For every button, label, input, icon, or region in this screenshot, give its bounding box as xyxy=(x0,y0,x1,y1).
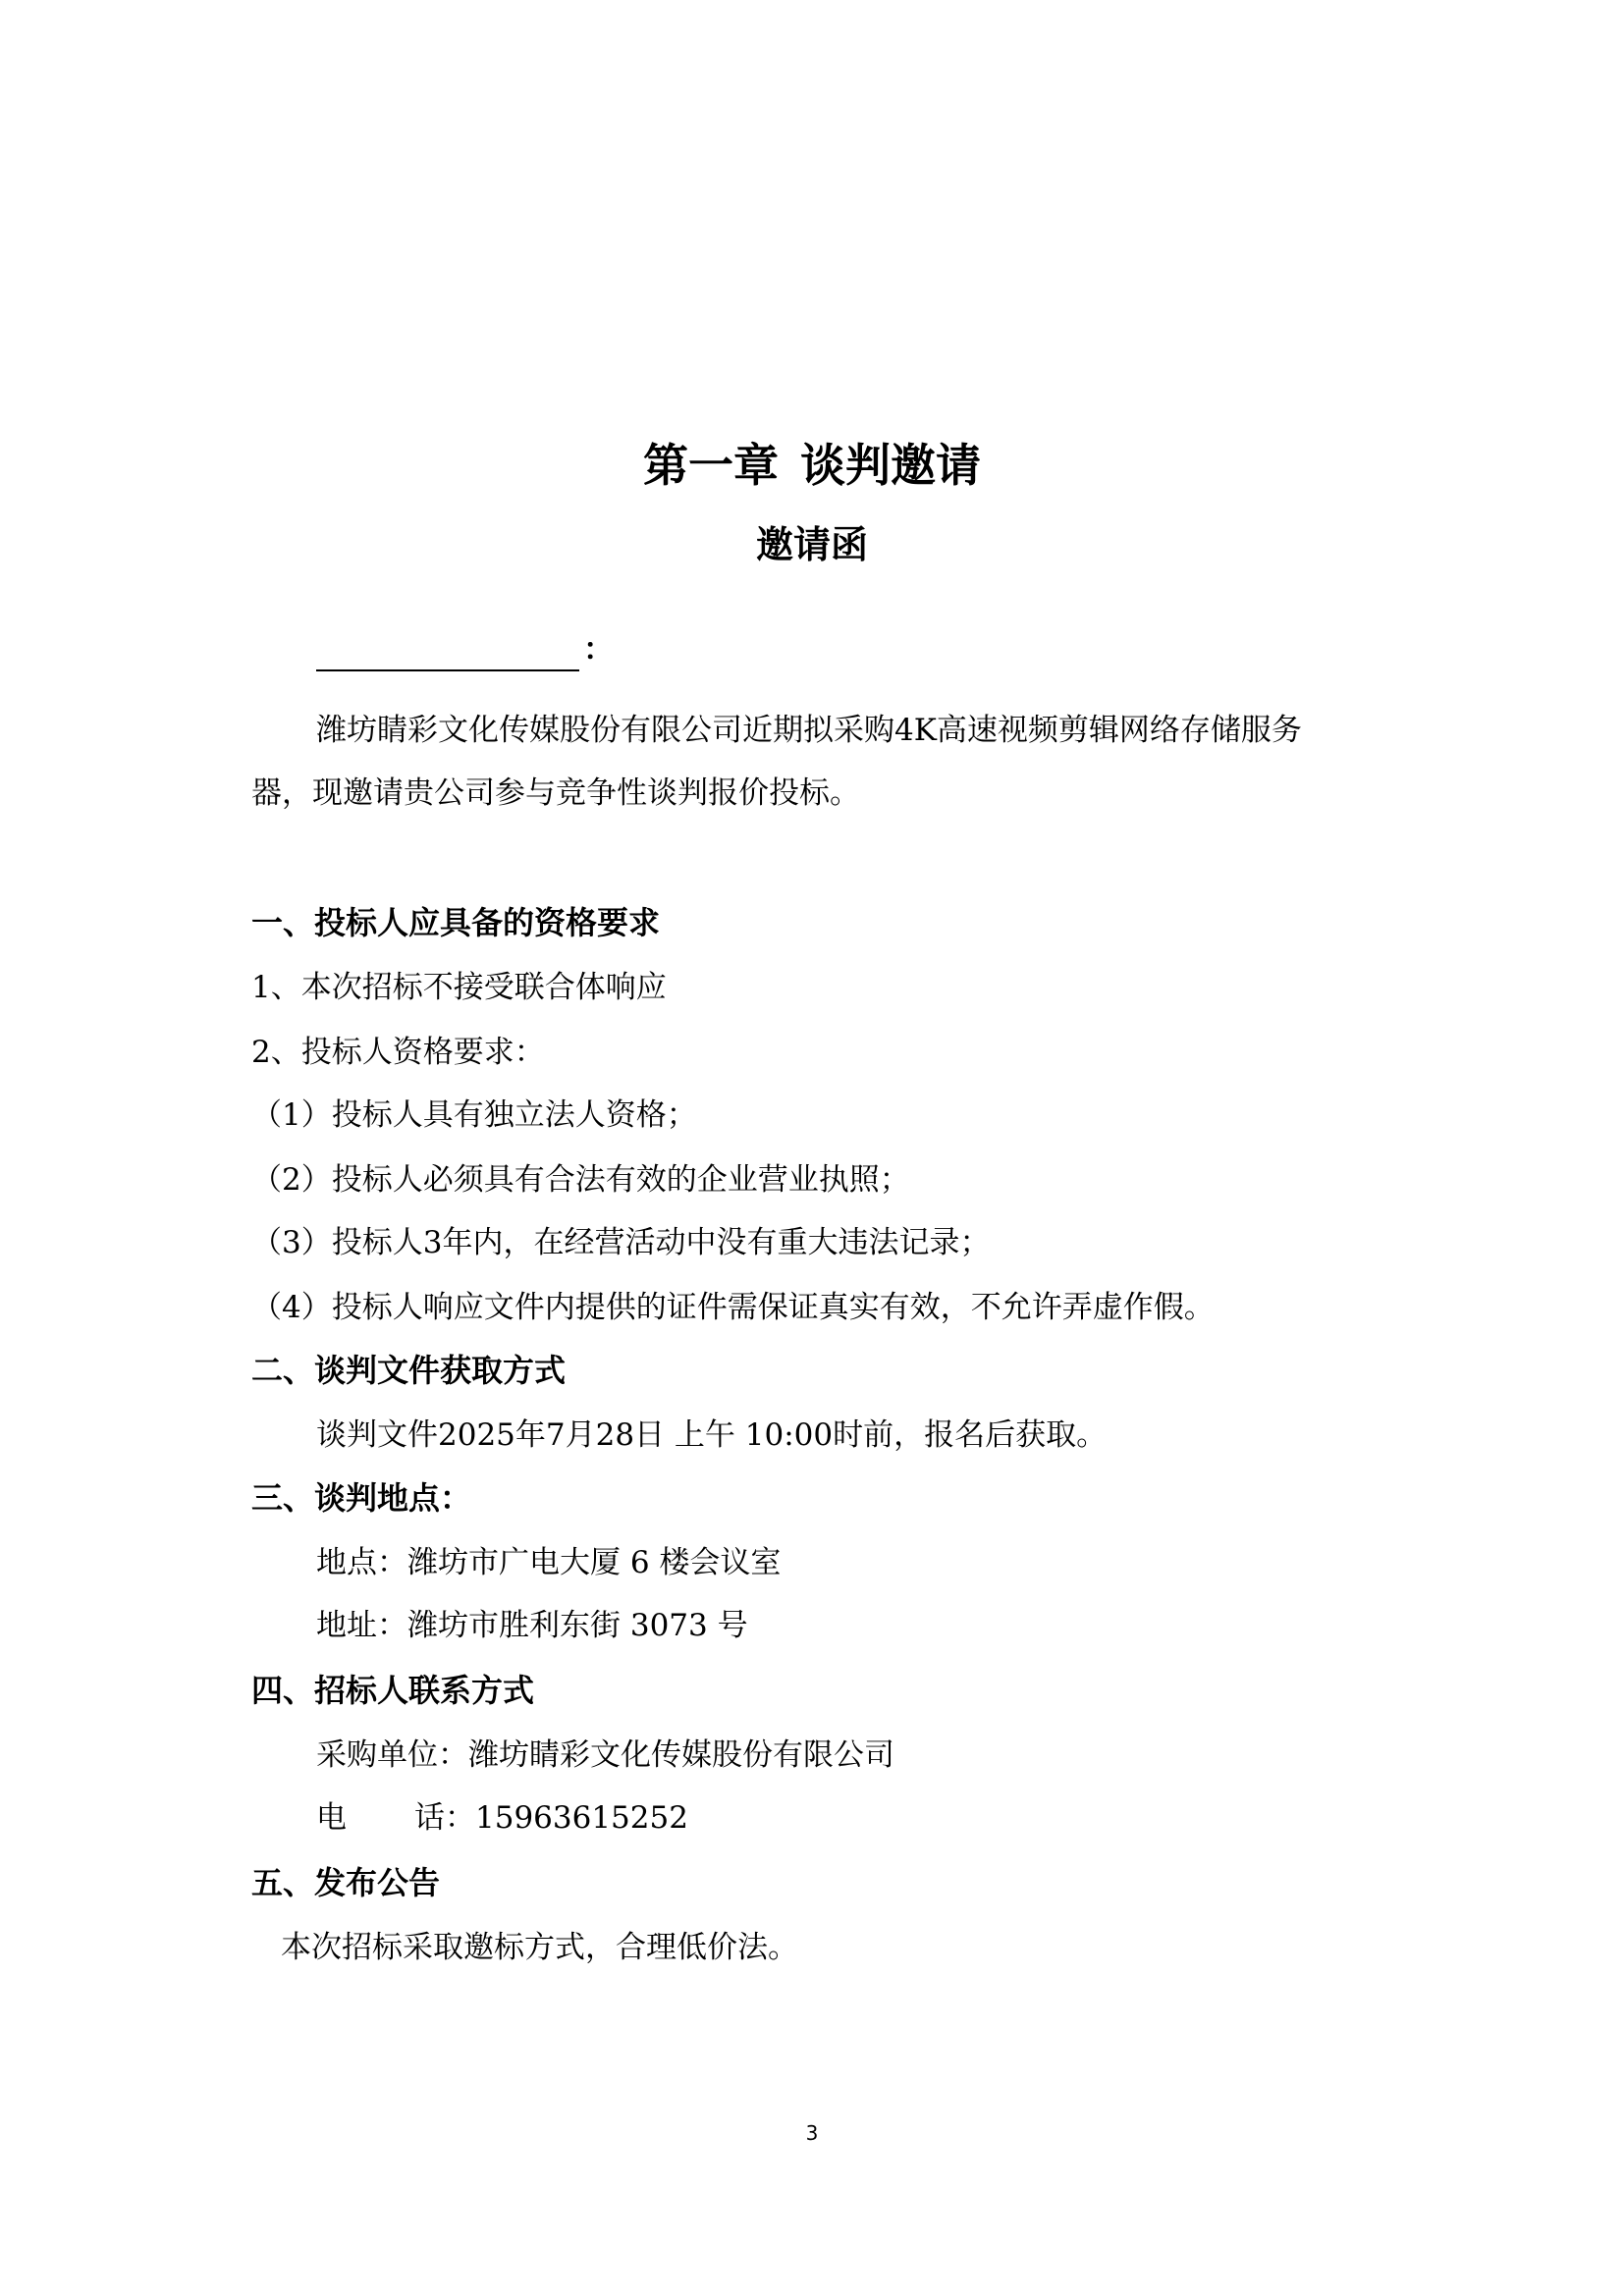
section-4-heading: 四、招标人联系方式 xyxy=(251,1672,535,1709)
section-5-text: 本次招标采取邀标方式，合理低价法。 xyxy=(281,1930,798,1965)
section-1-item-1: 1、本次招标不接受联合体响应 xyxy=(251,970,667,1005)
addressee-blank xyxy=(316,640,579,671)
meeting-address: 地址：潍坊市胜利东街 3073 号 xyxy=(316,1608,748,1643)
intro-paragraph-line-2: 器，现邀请贵公司参与竞争性谈判报价投标。 xyxy=(251,775,860,811)
section-2-heading: 二、谈判文件获取方式 xyxy=(251,1352,567,1389)
chapter-title xyxy=(0,436,1624,495)
section-1-item-2: 2、投标人资格要求： xyxy=(251,1035,545,1070)
section-5-heading: 五、发布公告 xyxy=(251,1864,441,1901)
letter-title: 邀请函 xyxy=(755,523,868,566)
requirement-1: （1）投标人具有独立法人资格； xyxy=(251,1097,697,1133)
intro-paragraph-line-1: 潍坊睛彩文化传媒股份有限公司近期拟采购4K高速视频剪辑网络存储服务 xyxy=(316,713,1302,748)
chapter-number: 第一章 xyxy=(643,439,779,492)
addressee-line xyxy=(316,628,614,671)
meeting-location: 地点：潍坊市广电大厦 6 楼会议室 xyxy=(316,1545,782,1580)
section-1-heading: 一、投标人应具备的资格要求 xyxy=(251,904,661,941)
addressee-colon: ： xyxy=(583,632,614,667)
page-number: 3 xyxy=(805,2121,819,2145)
section-2-text: 谈判文件2025年7月28日 上午 10:00时前，报名后获取。 xyxy=(316,1417,1108,1453)
section-3-heading: 三、谈判地点： xyxy=(251,1479,472,1517)
requirement-3: （3）投标人3年内，在经营活动中没有重大违法记录； xyxy=(251,1225,991,1260)
requirement-2: （2）投标人必须具有合法有效的企业营业执照； xyxy=(251,1162,910,1198)
phone-label-part-1: 电 xyxy=(316,1800,347,1836)
phone-label-part-2: 话：15963615252 xyxy=(414,1800,688,1836)
requirement-4: （4）投标人响应文件内提供的证件需保证真实有效，不允许弄虚作假。 xyxy=(251,1290,1215,1325)
purchasing-unit: 采购单位：潍坊睛彩文化传媒股份有限公司 xyxy=(316,1737,894,1773)
contact-phone xyxy=(316,1796,688,1840)
chapter-name: 谈判邀请 xyxy=(800,439,981,492)
